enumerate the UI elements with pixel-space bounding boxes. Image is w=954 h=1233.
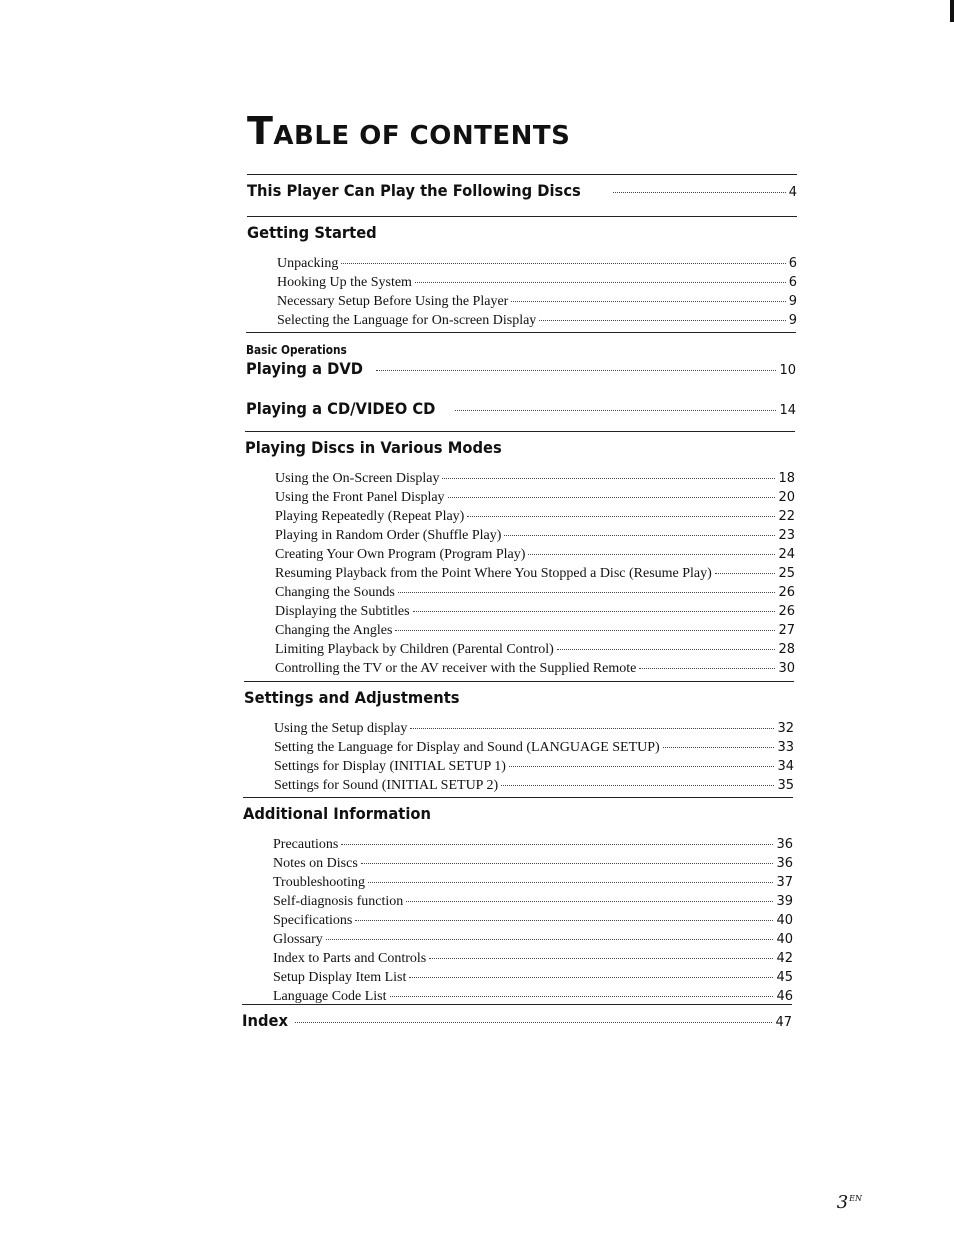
entry-label: Limiting Playback by Children (Parental Control) [275,642,554,657]
dot-leader [326,939,774,940]
dot-leader [528,554,775,555]
dot-leader [639,668,775,669]
section-heading: Index [242,1011,288,1030]
section-divider [246,332,796,333]
section-heading: Playing a DVD [246,359,363,378]
dot-leader [341,844,773,845]
entry-page-number: 22 [778,509,795,524]
entry-page-number: 40 [776,932,793,947]
dot-leader [663,747,775,748]
toc-section [247,174,797,200]
section-heading-row[interactable] [246,399,796,418]
dot-leader [455,410,777,411]
dot-leader [509,766,775,767]
entry-page-number: 36 [776,856,793,871]
entry-label: Notes on Discs [273,856,358,871]
dot-leader [715,573,776,574]
dot-leader [429,958,773,959]
entry-list [243,837,793,1008]
toc-entry[interactable] [273,913,793,932]
toc-entry[interactable] [275,509,795,528]
toc-section [244,681,794,797]
entry-label: Hooking Up the System [277,275,412,290]
entry-label: Using the Setup display [274,721,408,736]
toc-entry[interactable] [274,778,794,797]
page-number-value: 3 [836,1192,849,1213]
toc-entry[interactable] [273,837,793,856]
toc-entry[interactable] [277,275,797,294]
section-divider [242,1004,792,1005]
toc-entry[interactable] [275,642,795,661]
entry-page-number: 26 [778,604,795,619]
toc-entry[interactable] [273,875,793,894]
toc-entry[interactable] [275,471,795,490]
section-divider [245,431,795,432]
entry-page-number: 9 [788,313,797,328]
toc-entry[interactable] [277,294,797,313]
section-heading: Settings and Adjustments [244,688,460,707]
toc-entry[interactable] [275,566,795,585]
entry-page-number: 27 [778,623,795,638]
entry-label: Specifications [273,913,353,928]
page-edge-mark [950,0,954,22]
entry-label: Self-diagnosis function [273,894,404,909]
section-heading: Getting Started [247,223,377,242]
dot-leader [355,920,773,921]
entry-page-number: 28 [778,642,795,657]
section-divider [244,681,794,682]
entry-page-number: 39 [776,894,793,909]
entry-page-number: 30 [778,661,795,676]
dot-leader [295,1022,772,1023]
section-divider [247,174,797,175]
entry-label: Unpacking [277,256,339,271]
toc-section [243,797,793,1008]
entry-label: Playing in Random Order (Shuffle Play) [275,528,502,543]
dot-leader [613,192,786,193]
section-heading-row[interactable] [246,359,796,378]
entry-page-number: 42 [776,951,793,966]
toc-entry[interactable] [275,547,795,566]
dot-leader [361,863,774,864]
dot-leader [415,282,786,283]
dot-leader [413,611,776,612]
dot-leader [539,320,785,321]
entry-label: Glossary [273,932,323,947]
toc-entry[interactable] [273,856,793,875]
toc-entry[interactable] [274,740,794,759]
entry-label: Setup Display Item List [273,970,407,985]
dot-leader [504,535,775,536]
section-heading-row[interactable] [244,688,794,707]
toc-entry[interactable] [275,490,795,509]
section-heading-row[interactable] [247,181,797,200]
section-heading: Playing a CD/VIDEO CD [246,399,436,418]
toc-entry[interactable] [277,256,797,275]
section-heading-row[interactable] [245,438,795,457]
page-number [837,1192,862,1213]
entry-page-number: 24 [778,547,795,562]
section-page-number: 47 [775,1015,792,1030]
entry-page-number: 40 [776,913,793,928]
toc-section [246,393,796,418]
toc-entry[interactable] [273,970,793,989]
entry-page-number: 33 [777,740,794,755]
dot-leader [409,977,773,978]
section-heading: Playing Discs in Various Modes [245,438,502,457]
entry-label: Controlling the TV or the AV receiver with the Supplied Remote [275,661,637,676]
dot-leader [511,301,785,302]
toc-section [247,216,797,332]
toc-entry[interactable] [273,951,793,970]
entry-label: Changing the Sounds [275,585,395,600]
entry-page-number: 20 [778,490,795,505]
section-page-number: 14 [779,403,796,418]
toc-entry[interactable] [275,661,795,680]
page-title-initial: T [247,109,274,153]
entry-page-number: 6 [788,275,797,290]
dot-leader [341,263,785,264]
toc-entry[interactable] [275,623,795,642]
entry-label: Precautions [273,837,339,852]
entry-label: Settings for Sound (INITIAL SETUP 2) [274,778,499,793]
section-heading: This Player Can Play the Following Discs [247,181,581,200]
toc-section [246,332,796,378]
entry-page-number: 18 [778,471,795,486]
toc-entry[interactable] [274,759,794,778]
dot-leader [406,901,773,902]
dot-leader [442,478,775,479]
section-heading: Additional Information [243,804,431,823]
entry-label: Index to Parts and Controls [273,951,427,966]
section-heading-row[interactable] [247,223,797,242]
entry-label: Settings for Display (INITIAL SETUP 1) [274,759,506,774]
entry-page-number: 37 [776,875,793,890]
entry-label: Troubleshooting [273,875,366,890]
entry-list [245,471,795,680]
toc-entry[interactable] [274,721,794,740]
dot-leader [557,649,776,650]
entry-label: Resuming Playback from the Point Where You Stopped a Disc (Resume Play) [275,566,712,581]
dot-leader [376,370,776,371]
entry-page-number: 23 [778,528,795,543]
dot-leader [448,497,776,498]
toc-entry[interactable] [273,894,793,913]
entry-page-number: 32 [777,721,794,736]
entry-page-number: 46 [776,989,793,1004]
section-page-number: 4 [788,185,797,200]
dot-leader [395,630,775,631]
entry-label: Setting the Language for Display and Sound (LANGUAGE SETUP) [274,740,660,755]
page-title-rest: ABLE OF CONTENTS [273,121,571,151]
entry-page-number: 34 [777,759,794,774]
entry-label: Using the Front Panel Display [275,490,445,505]
entry-label: Selecting the Language for On-screen Display [277,313,537,328]
entry-label: Creating Your Own Program (Program Play) [275,547,526,562]
entry-label: Changing the Angles [275,623,393,638]
page-number-suffix: EN [849,1194,862,1203]
section-heading-row[interactable] [242,1011,792,1030]
entry-page-number: 6 [788,256,797,271]
entry-label: Playing Repeatedly (Repeat Play) [275,509,465,524]
page-title [247,109,571,153]
dot-leader [390,996,774,997]
toc-entry[interactable] [275,528,795,547]
entry-list [247,256,797,332]
entry-page-number: 25 [778,566,795,581]
entry-label: Language Code List [273,989,387,1004]
entry-page-number: 9 [788,294,797,309]
entry-page-number: 36 [776,837,793,852]
toc-section [242,1004,792,1030]
entry-label: Using the On-Screen Display [275,471,440,486]
entry-page-number: 45 [776,970,793,985]
dot-leader [368,882,773,883]
toc-section [245,431,795,680]
dot-leader [467,516,775,517]
toc-entry[interactable] [275,604,795,623]
section-divider [247,216,797,217]
entry-label: Necessary Setup Before Using the Player [277,294,509,309]
toc-entry[interactable] [273,932,793,951]
toc-entry[interactable] [277,313,797,332]
entry-label: Displaying the Subtitles [275,604,410,619]
entry-page-number: 26 [778,585,795,600]
dot-leader [398,592,776,593]
section-page-number: 10 [779,363,796,378]
toc-entry[interactable] [275,585,795,604]
section-category: Basic Operations [246,343,347,357]
section-divider [243,797,793,798]
entry-list [244,721,794,797]
dot-leader [501,785,774,786]
dot-leader [410,728,774,729]
section-heading-row[interactable] [243,804,793,823]
entry-page-number: 35 [777,778,794,793]
